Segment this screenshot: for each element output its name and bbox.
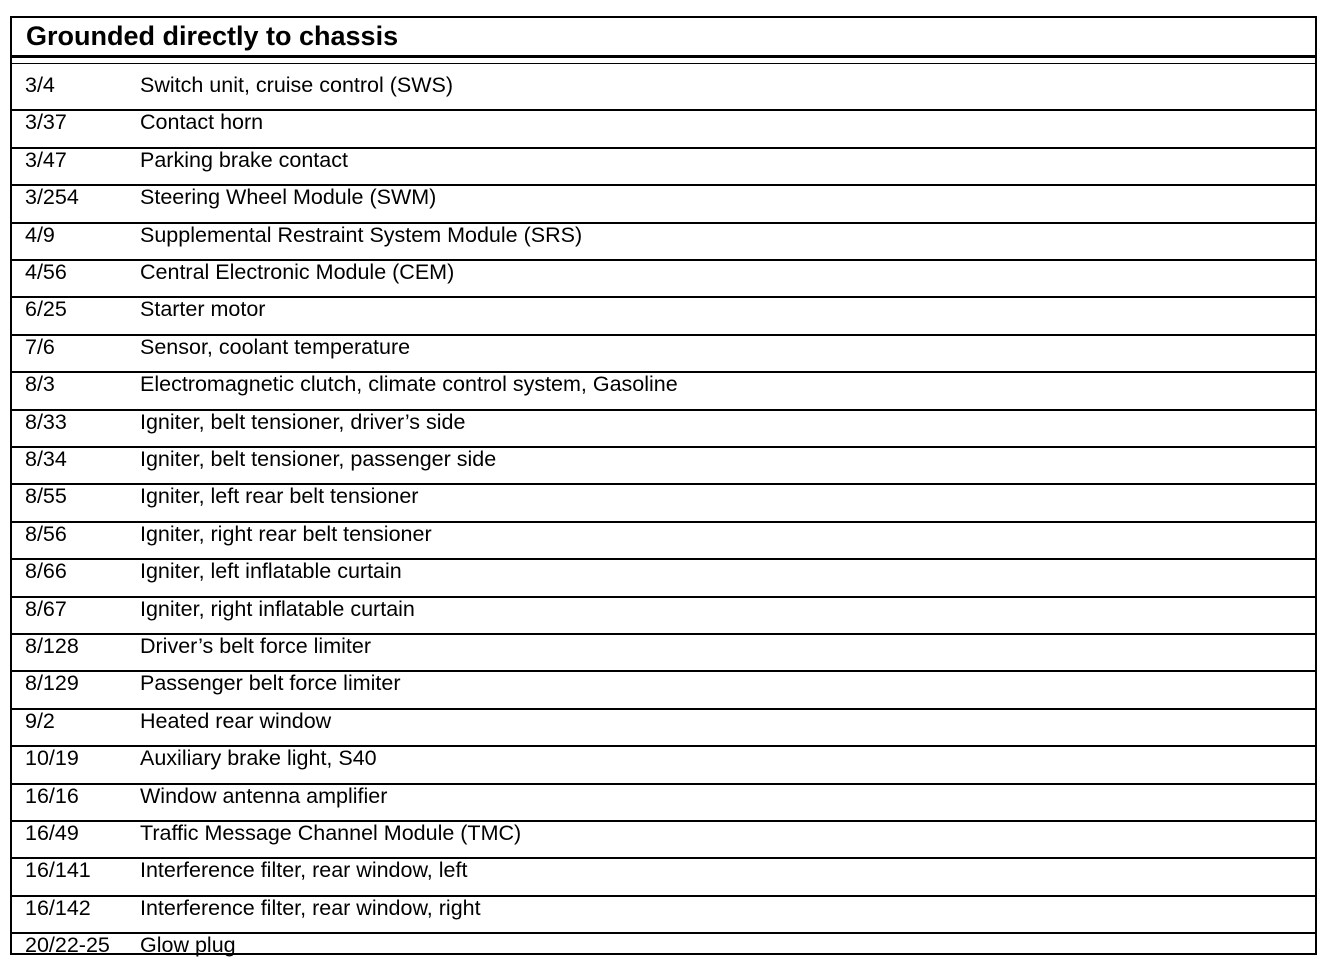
component-code: 4/9	[25, 222, 55, 247]
component-code: 3/47	[25, 147, 67, 172]
component-description: Window antenna amplifier	[140, 783, 388, 808]
table-row	[12, 672, 1315, 709]
component-description: Driver’s belt force limiter	[140, 634, 371, 658]
table-body	[12, 58, 1315, 958]
component-description: Central Electronic Module (CEM)	[140, 260, 455, 284]
component-description: Parking brake contact	[140, 147, 348, 172]
component-description: Interference filter, rear window, right	[140, 895, 481, 920]
component-code: 3/4	[25, 73, 55, 97]
component-description: Igniter, right inflatable curtain	[140, 596, 415, 621]
component-code: 4/56	[25, 260, 67, 284]
component-code: 16/49	[25, 821, 79, 845]
table-row	[12, 74, 1315, 111]
component-description: Supplemental Restraint System Module (SRS)	[140, 222, 583, 247]
component-code: 9/2	[25, 708, 55, 733]
component-code: 8/3	[25, 372, 55, 397]
component-description: Auxiliary brake light, S40	[140, 746, 377, 771]
component-code: 8/67	[25, 596, 67, 621]
component-description: Igniter, left rear belt tensioner	[140, 484, 419, 509]
table-row	[12, 448, 1315, 485]
component-code: 8/56	[25, 521, 67, 546]
table-row	[12, 897, 1315, 934]
table-row	[12, 598, 1315, 635]
component-code: 10/19	[25, 746, 79, 771]
component-description: Sensor, coolant temperature	[140, 334, 411, 359]
table-row	[12, 560, 1315, 597]
component-description: Igniter, belt tensioner, driver’s side	[140, 409, 466, 434]
component-code: 8/128	[25, 634, 79, 658]
component-description: Igniter, right rear belt tensioner	[140, 521, 432, 546]
ground-points-table	[10, 16, 1317, 958]
component-description: Contact horn	[140, 110, 264, 135]
component-code: 7/6	[25, 334, 55, 359]
component-description: Glow plug	[140, 933, 236, 958]
table-row	[12, 934, 1315, 971]
component-description: Heated rear window	[140, 708, 332, 733]
component-code: 20/22-25	[25, 933, 110, 958]
table-row	[12, 261, 1315, 298]
table-row	[12, 635, 1315, 672]
component-description: Steering Wheel Module (SWM)	[140, 185, 437, 210]
component-code: 16/142	[25, 895, 91, 920]
table-row	[12, 747, 1315, 784]
table-row	[12, 485, 1315, 522]
table-row	[12, 149, 1315, 186]
table-title: Grounded directly to chassis	[12, 18, 1315, 58]
table-row	[12, 298, 1315, 335]
component-code: 8/55	[25, 484, 67, 509]
component-code: 8/34	[25, 447, 67, 471]
component-code: 3/254	[25, 185, 79, 210]
table-row	[12, 224, 1315, 261]
component-code: 8/66	[25, 559, 67, 584]
component-description: Traffic Message Channel Module (TMC)	[140, 821, 522, 845]
component-description: Starter motor	[140, 297, 266, 322]
table-row	[12, 785, 1315, 822]
component-code: 3/37	[25, 110, 67, 135]
header-rule	[12, 63, 1315, 64]
component-code: 8/129	[25, 671, 79, 696]
table-row	[12, 411, 1315, 448]
component-description: Switch unit, cruise control (SWS)	[140, 73, 454, 97]
table-row	[12, 523, 1315, 560]
table-row	[12, 710, 1315, 747]
component-code: 16/16	[25, 783, 79, 808]
component-code: 6/25	[25, 297, 67, 322]
component-description: Igniter, left inflatable curtain	[140, 559, 402, 584]
table-row	[12, 111, 1315, 148]
table-row	[12, 822, 1315, 859]
component-code: 8/33	[25, 409, 67, 434]
component-description: Passenger belt force limiter	[140, 671, 401, 696]
table-row	[12, 336, 1315, 373]
component-code: 16/141	[25, 858, 91, 883]
component-description: Interference filter, rear window, left	[140, 858, 468, 883]
table-row	[12, 373, 1315, 410]
table-row	[12, 859, 1315, 896]
table-row	[12, 186, 1315, 223]
component-description: Igniter, belt tensioner, passenger side	[140, 447, 497, 471]
component-description: Electromagnetic clutch, climate control system, Gasoline	[140, 372, 678, 397]
